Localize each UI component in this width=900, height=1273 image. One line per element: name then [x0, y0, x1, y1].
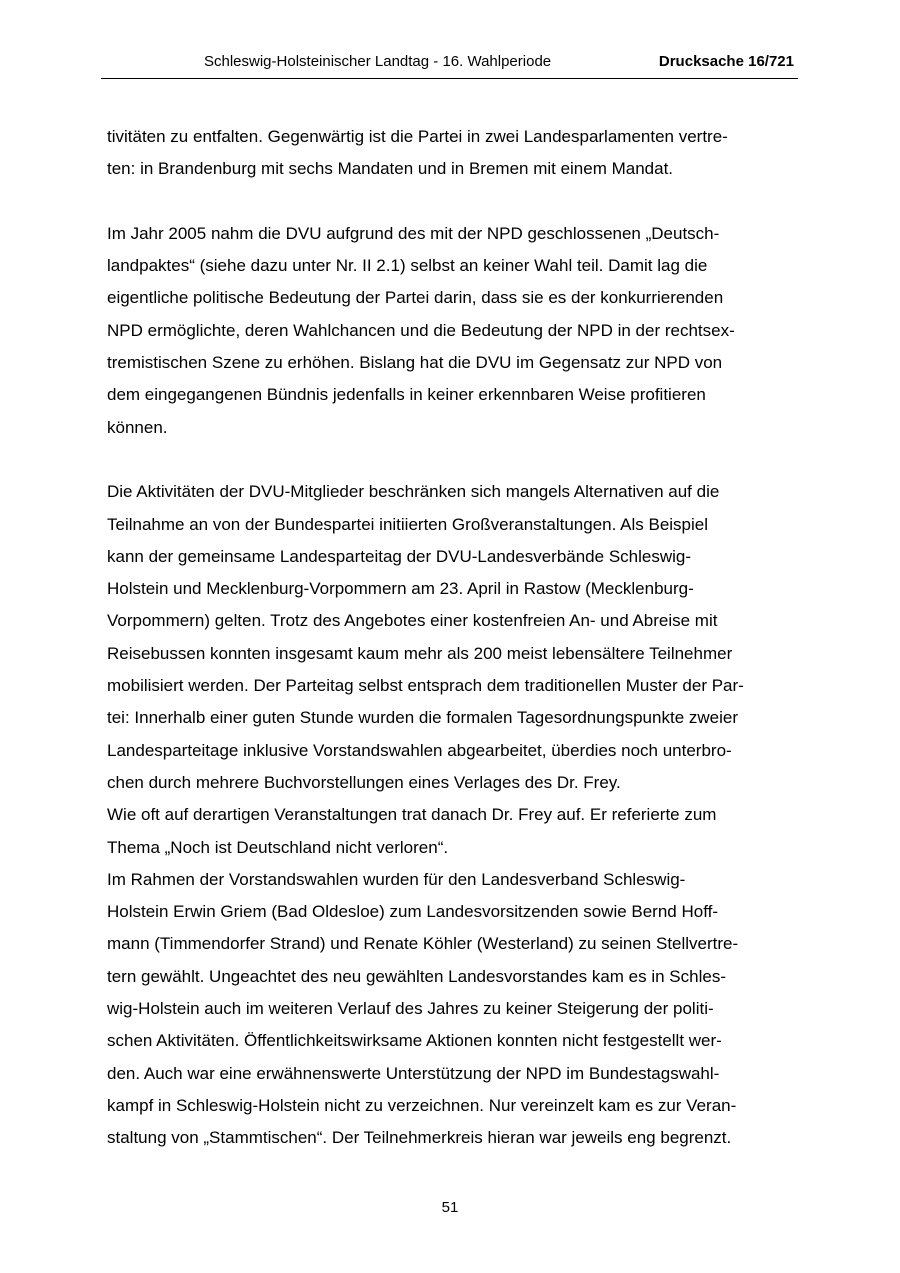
paragraph-2 [107, 218, 797, 444]
text-line: Die Aktivitäten der DVU-Mitglieder beschränken sich mangels Alternativen auf die [107, 482, 720, 502]
text-line: landpaktes“ (siehe dazu unter Nr. II 2.1) selbst an keiner Wahl teil. Damit lag die [107, 256, 708, 276]
text-line: Vorpommern) gelten. Trotz des Angebotes einer kostenfreien An- und Abreise mit [107, 611, 718, 631]
text-line: tremistischen Szene zu erhöhen. Bislang hat die DVU im Gegensatz zur NPD von [107, 353, 723, 373]
text-line: kann der gemeinsame Landesparteitag der DVU-Landesverbände Schleswig- [107, 546, 692, 566]
text-line: eigentliche politische Bedeutung der Partei darin, dass sie es der konkurrierenden [107, 288, 724, 308]
text-line: Im Rahmen der Vorstandswahlen wurden für den Landesverband Schleswig- [107, 869, 686, 889]
text-line: Reisebussen konnten insgesamt kaum mehr als 200 meist lebensältere Teilnehmer [107, 643, 733, 663]
paragraph-1 [107, 121, 797, 186]
text-line: Wie oft auf derartigen Veranstaltungen trat danach Dr. Frey auf. Er referierte zum [107, 805, 717, 825]
text-line: Landesparteitage inklusive Vorstandswahlen abgearbeitet, überdies noch unterbro- [107, 740, 732, 760]
text-line: mann (Timmendorfer Strand) und Renate Köhler (Westerland) zu seinen Stellvertre- [107, 934, 739, 954]
paragraph-spacer [107, 186, 797, 218]
text-line: staltung von „Stammtischen“. Der Teilnehmerkreis hieran war jeweils eng begrenzt. [107, 1128, 732, 1148]
text-line: Holstein Erwin Griem (Bad Oldesloe) zum Landesvorsitzenden sowie Bernd Hoff- [107, 902, 719, 922]
text-line: tei: Innerhalb einer guten Stunde wurden die formalen Tagesordnungspunkte zweier [107, 708, 738, 728]
page-number: 51 [441, 1199, 459, 1216]
text-line: mobilisiert werden. Der Parteitag selbst entsprach dem traditionellen Muster der Par- [107, 676, 744, 696]
header-doc-number: Drucksache 16/721 [658, 53, 794, 70]
paragraph-3 [107, 476, 797, 1154]
text-line: wig-Holstein auch im weiteren Verlauf des Jahres zu keiner Steigerung der politi- [107, 999, 714, 1019]
paragraph-spacer [107, 444, 797, 476]
text-line: den. Auch war eine erwähnenswerte Unterstützung der NPD im Bundestagswahl- [107, 1063, 720, 1083]
text-line: Holstein und Mecklenburg-Vorpommern am 23. April in Rastow (Mecklenburg- [107, 579, 694, 599]
text-line: chen durch mehrere Buchvorstellungen eines Verlages des Dr. Frey. [107, 772, 621, 792]
text-line: dem eingegangenen Bündnis jedenfalls in keiner erkennbaren Weise profitieren [107, 385, 706, 405]
page-header [101, 52, 798, 79]
text-line: tivitäten zu entfalten. Gegenwärtig ist die Partei in zwei Landesparlamenten vertre- [107, 127, 728, 146]
text-line: kampf in Schleswig-Holstein nicht zu verzeichnen. Nur vereinzelt kam es zur Veran- [107, 1095, 737, 1115]
text-line: Teilnahme an von der Bundespartei initiierten Großveranstaltungen. Als Beispiel [107, 514, 709, 534]
text-line: tern gewählt. Ungeachtet des neu gewählten Landesvorstandes kam es in Schles- [107, 966, 726, 986]
text-line: Im Jahr 2005 nahm die DVU aufgrund des mit der NPD geschlossenen „Deutsch- [107, 223, 720, 243]
header-title: Schleswig-Holsteinischer Landtag - 16. Wahlperiode [204, 53, 552, 70]
text-line: schen Aktivitäten. Öffentlichkeitswirksame Aktionen konnten nicht festgestellt wer- [107, 1031, 722, 1051]
text-line: NPD ermöglichte, deren Wahlchancen und die Bedeutung der NPD in der rechtsex- [107, 320, 735, 340]
body-text [107, 121, 797, 1155]
text-line: ten: in Brandenburg mit sechs Mandaten und in Bremen mit einem Mandat. [107, 159, 674, 179]
text-line: können. [107, 417, 168, 437]
text-line: Thema „Noch ist Deutschland nicht verloren“. [107, 837, 449, 857]
